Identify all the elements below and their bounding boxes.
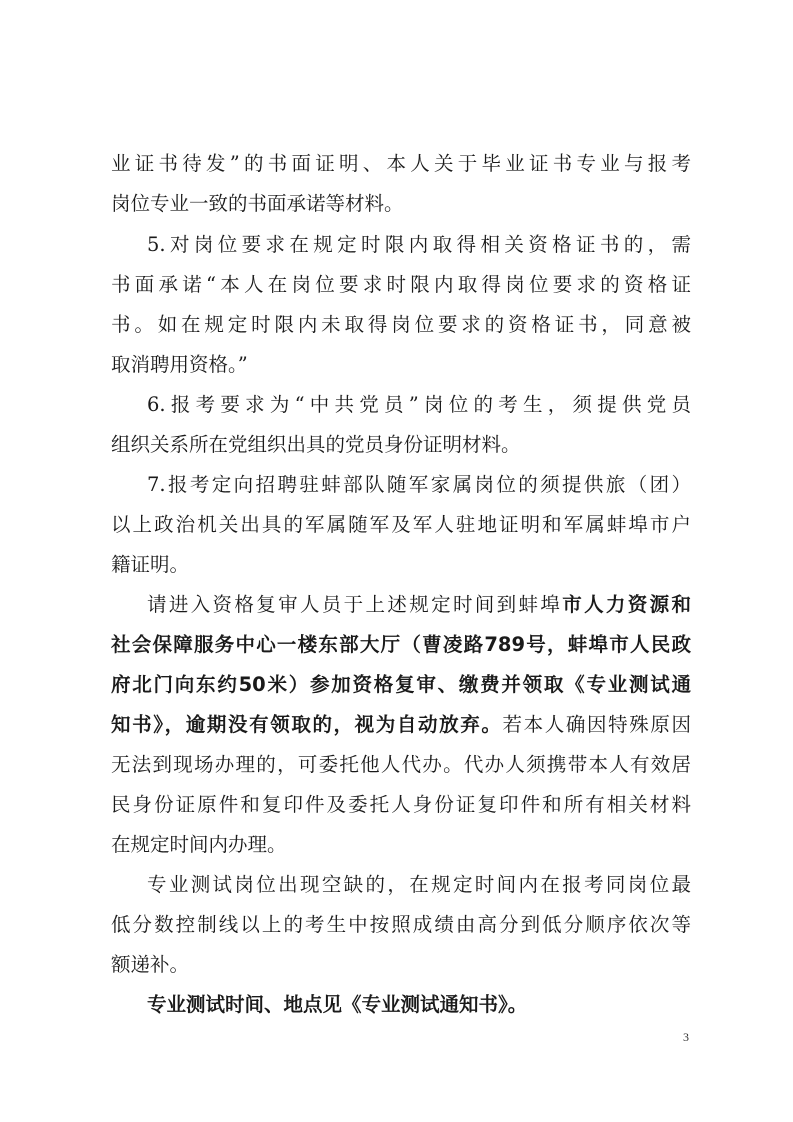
vacancy-line: 专业测试岗位出现空缺的，在规定时间内在报考同岗位最 [147,873,691,896]
mixed-line [111,709,691,741]
paragraph-5-line: 5.对岗位要求在规定时限内取得相关资格证书的，需 [147,233,691,256]
text-line: 书面承诺“本人在岗位要求时限内取得岗位要求的资格证 [111,273,691,296]
text-line: 籍证明。 [111,553,190,576]
text-line: 取消聘用资格。” [111,353,248,376]
emphasis-line: 府北门向东约50米）参加资格复审、缴费并领取《专业测试通 [111,673,691,696]
normal-text: 请进入资格复审人员于上述规定时间到蚌埠 [147,593,563,616]
text-line: 组织关系所在党组织出具的党员身份证明材料。 [111,433,521,456]
text-line: 岗位专业一致的书面承诺等材料。 [111,192,404,215]
emphasis-text: 知书》，逾期没有领取的，视为自动放弃。 [111,713,503,736]
text-line: 在规定时间内办理。 [111,833,287,856]
text-line: 书。如在规定时限内未取得岗位要求的资格证书，同意被 [111,313,691,336]
normal-text: 若本人确因特殊原因 [502,713,691,736]
emphasis-line: 社会保障服务中心一楼东部大厅（曹凌路789号，蚌埠市人民政 [111,633,691,656]
paragraph-6-line: 6.报考要求为“中共党员”岗位的考生，须提供党员 [147,393,691,416]
review-notice-line [147,589,691,621]
text-line: 无法到现场办理的，可委托他人代办。代办人须携带本人有效居 [111,753,691,776]
page-number: 3 [683,1030,689,1044]
text-line: 低分数控制线以上的考生中按照成绩由高分到低分顺序依次等 [111,913,691,936]
emphasis-text: 市人力资源和 [562,593,691,616]
paragraph-7-line: 7.报考定向招聘驻蚌部队随军家属岗位的须提供旅（团） [147,473,691,496]
text-line: 业证书待发”的书面证明、本人关于毕业证书专业与报考 [111,152,691,175]
text-line: 以上政治机关出具的军属随军及军人驻地证明和军属蚌埠市户 [111,513,691,536]
closing-emphasis-line: 专业测试时间、地点见《专业测试通知书》。 [147,993,528,1016]
text-line: 额递补。 [111,953,190,976]
text-line: 民身份证原件和复印件及委托人身份证复印件和所有相关材料 [111,793,691,816]
